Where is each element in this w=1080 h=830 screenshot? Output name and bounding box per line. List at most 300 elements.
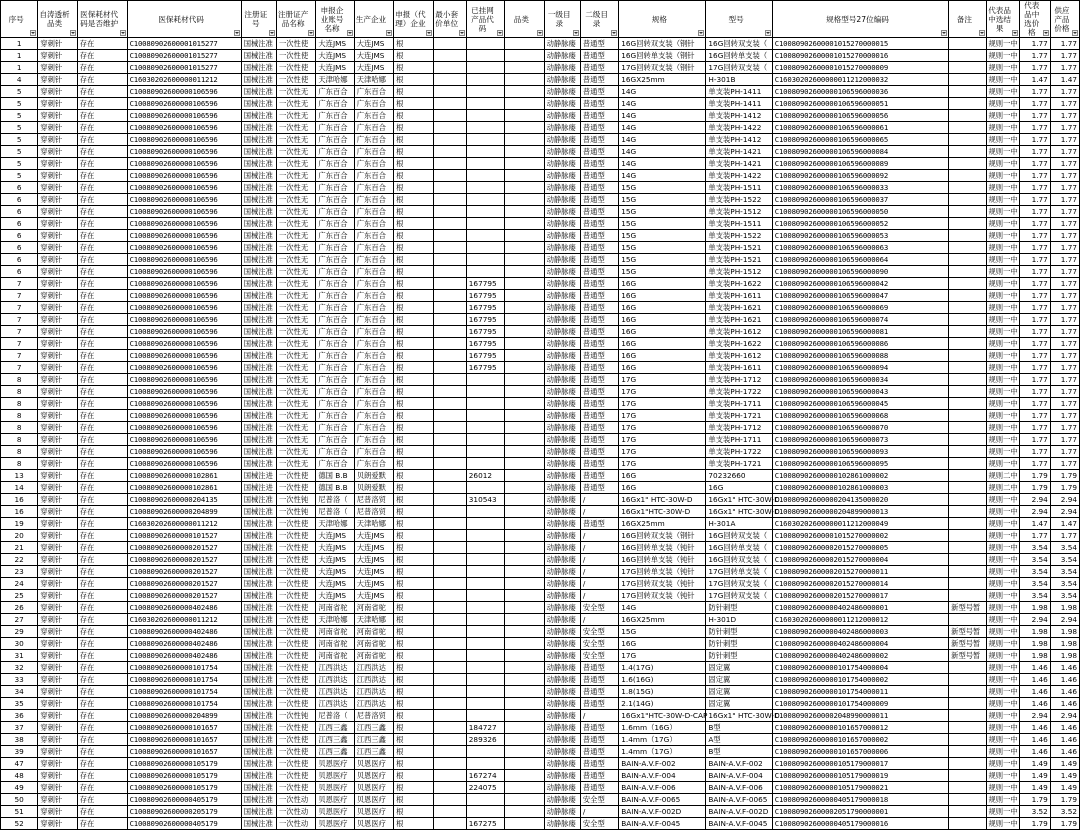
- table-cell[interactable]: 普通型: [580, 194, 618, 206]
- table-cell[interactable]: 规则一中: [986, 410, 1019, 422]
- table-cell[interactable]: 根: [394, 146, 433, 158]
- table-cell[interactable]: B型: [706, 746, 772, 758]
- table-cell[interactable]: 动静脉瘘: [544, 86, 580, 98]
- table-cell[interactable]: 一次性钝: [276, 494, 315, 506]
- table-cell[interactable]: C10080902600000106596000084: [772, 146, 948, 158]
- table-cell[interactable]: [505, 806, 544, 818]
- table-cell[interactable]: 17G: [619, 410, 706, 422]
- table-cell[interactable]: [433, 338, 466, 350]
- table-cell[interactable]: [466, 146, 504, 158]
- table-cell[interactable]: 1.77: [1019, 170, 1050, 182]
- table-cell[interactable]: C10080902600000106596000068: [772, 410, 948, 422]
- table-cell[interactable]: 普通型: [580, 218, 618, 230]
- table-cell[interactable]: 动静脉瘘: [544, 638, 580, 650]
- table-cell[interactable]: [505, 722, 544, 734]
- table-cell[interactable]: 规则一中: [986, 338, 1019, 350]
- table-cell[interactable]: 存在: [77, 50, 127, 62]
- table-cell[interactable]: [466, 434, 504, 446]
- table-cell[interactable]: 根: [394, 230, 433, 242]
- table-cell[interactable]: [466, 194, 504, 206]
- table-cell[interactable]: [949, 818, 986, 830]
- table-cell[interactable]: 根: [394, 182, 433, 194]
- table-cell[interactable]: 1.77: [1050, 422, 1079, 434]
- table-cell[interactable]: [505, 458, 544, 470]
- table-cell[interactable]: 一次性无: [276, 446, 315, 458]
- table-cell[interactable]: [466, 110, 504, 122]
- table-cell[interactable]: [433, 146, 466, 158]
- table-cell[interactable]: 一次性使: [276, 62, 315, 74]
- table-cell[interactable]: [433, 746, 466, 758]
- table-cell[interactable]: 穿刺针: [38, 266, 77, 278]
- table-cell[interactable]: [433, 206, 466, 218]
- table-cell[interactable]: 普通型: [580, 422, 618, 434]
- table-cell[interactable]: 3.54: [1050, 554, 1079, 566]
- table-cell[interactable]: 17G: [619, 398, 706, 410]
- table-cell[interactable]: 穿刺针: [38, 182, 77, 194]
- table-cell[interactable]: [433, 626, 466, 638]
- table-cell[interactable]: 17G回转双支装（钢针: [619, 62, 706, 74]
- table-cell[interactable]: 穿刺针: [38, 614, 77, 626]
- table-cell[interactable]: 根: [394, 722, 433, 734]
- table-cell[interactable]: [433, 170, 466, 182]
- table-cell[interactable]: 国械注准: [241, 122, 276, 134]
- table-cell[interactable]: 单支装PH-1721: [706, 458, 772, 470]
- table-cell[interactable]: C10080902600000106596000037: [772, 194, 948, 206]
- table-cell[interactable]: [505, 134, 544, 146]
- table-cell[interactable]: 根: [394, 542, 433, 554]
- table-cell[interactable]: 穿刺针: [38, 62, 77, 74]
- table-cell[interactable]: 广东百合: [316, 350, 354, 362]
- table-cell[interactable]: 一次性无: [276, 230, 315, 242]
- table-cell[interactable]: 存在: [77, 290, 127, 302]
- table-cell[interactable]: 1.77: [1050, 314, 1079, 326]
- table-cell[interactable]: C10080902600000402486000002: [772, 650, 948, 662]
- table-cell[interactable]: 国械注准: [241, 314, 276, 326]
- table-cell[interactable]: 14G: [619, 110, 706, 122]
- table-cell[interactable]: 国械注准: [241, 242, 276, 254]
- table-cell[interactable]: 贝恩医疗: [316, 794, 354, 806]
- table-cell[interactable]: 1.77: [1019, 290, 1050, 302]
- table-cell[interactable]: 规则一中: [986, 110, 1019, 122]
- table-cell[interactable]: 动静脉瘘: [544, 770, 580, 782]
- table-cell[interactable]: 贝恩医疗: [354, 794, 393, 806]
- table-cell[interactable]: 16GX25mm: [619, 74, 706, 86]
- table-cell[interactable]: [433, 446, 466, 458]
- table-cell[interactable]: 动静脉瘘: [544, 506, 580, 518]
- table-cell[interactable]: 17G回转单支装（钝针: [619, 566, 706, 578]
- table-cell[interactable]: 广东百合: [316, 266, 354, 278]
- table-cell[interactable]: [433, 686, 466, 698]
- table-cell[interactable]: C10080902600002015270000017: [772, 590, 948, 602]
- table-cell[interactable]: [433, 518, 466, 530]
- table-cell[interactable]: 根: [394, 266, 433, 278]
- table-cell[interactable]: [466, 698, 504, 710]
- table-cell[interactable]: 广东百合: [354, 422, 393, 434]
- table-cell[interactable]: 16Gx1"HTC-30W-D: [619, 506, 706, 518]
- table-cell[interactable]: 7: [1, 338, 38, 350]
- table-cell[interactable]: 规则一中: [986, 662, 1019, 674]
- table-cell[interactable]: 普通型: [580, 398, 618, 410]
- table-cell[interactable]: 单支装PH-1521: [706, 242, 772, 254]
- table-cell[interactable]: 1.77: [1050, 386, 1079, 398]
- table-cell[interactable]: [466, 746, 504, 758]
- table-cell[interactable]: 单支装PH-1521: [706, 254, 772, 266]
- table-cell[interactable]: 单支装PH-1511: [706, 218, 772, 230]
- table-cell[interactable]: 167795: [466, 326, 504, 338]
- table-cell[interactable]: C10080902600000106596: [127, 206, 241, 218]
- table-cell[interactable]: 广东百合: [316, 218, 354, 230]
- table-cell[interactable]: [505, 206, 544, 218]
- table-cell[interactable]: 普通型: [580, 350, 618, 362]
- table-cell[interactable]: 动静脉瘘: [544, 182, 580, 194]
- filter-dropdown-icon[interactable]: [269, 30, 275, 36]
- table-cell[interactable]: 23: [1, 566, 38, 578]
- table-cell[interactable]: 一次性无: [276, 314, 315, 326]
- table-cell[interactable]: C10080902600000106596000065: [772, 134, 948, 146]
- table-cell[interactable]: 存在: [77, 686, 127, 698]
- table-cell[interactable]: 河南省驼: [354, 626, 393, 638]
- table-cell[interactable]: 规则一中: [986, 434, 1019, 446]
- table-cell[interactable]: 6: [1, 206, 38, 218]
- table-cell[interactable]: 16G回转单支装（钝针: [619, 554, 706, 566]
- table-cell[interactable]: 普通型: [580, 734, 618, 746]
- column-header[interactable]: [619, 1, 706, 38]
- table-cell[interactable]: 1.77: [1019, 146, 1050, 158]
- table-cell[interactable]: 一次性无: [276, 350, 315, 362]
- table-cell[interactable]: [949, 482, 986, 494]
- table-cell[interactable]: 动静脉瘘: [544, 794, 580, 806]
- table-cell[interactable]: 国械注准: [241, 794, 276, 806]
- table-cell[interactable]: 规则一中: [986, 362, 1019, 374]
- table-cell[interactable]: 根: [394, 422, 433, 434]
- table-cell[interactable]: 大连JMS: [354, 542, 393, 554]
- table-cell[interactable]: 国械注准: [241, 758, 276, 770]
- table-cell[interactable]: 国械注准: [241, 302, 276, 314]
- table-cell[interactable]: H-301B: [706, 74, 772, 86]
- table-cell[interactable]: C10080902600000106596000064: [772, 254, 948, 266]
- table-cell[interactable]: [949, 794, 986, 806]
- table-cell[interactable]: [949, 710, 986, 722]
- table-cell[interactable]: 国械注准: [241, 86, 276, 98]
- table-cell[interactable]: 规则一中: [986, 62, 1019, 74]
- table-cell[interactable]: 1.77: [1019, 194, 1050, 206]
- table-cell[interactable]: C10080902600000102861: [127, 470, 241, 482]
- table-cell[interactable]: 穿刺针: [38, 374, 77, 386]
- table-cell[interactable]: [433, 758, 466, 770]
- table-cell[interactable]: 普通型: [580, 662, 618, 674]
- table-cell[interactable]: 29: [1, 626, 38, 638]
- table-cell[interactable]: 1.77: [1050, 206, 1079, 218]
- table-cell[interactable]: [949, 110, 986, 122]
- table-cell[interactable]: [949, 98, 986, 110]
- table-cell[interactable]: 广东百合: [354, 398, 393, 410]
- table-cell[interactable]: [466, 254, 504, 266]
- table-cell[interactable]: 穿刺针: [38, 638, 77, 650]
- table-cell[interactable]: 存在: [77, 662, 127, 674]
- table-cell[interactable]: 33: [1, 674, 38, 686]
- filter-dropdown-icon[interactable]: [30, 30, 36, 36]
- table-cell[interactable]: 22: [1, 554, 38, 566]
- table-cell[interactable]: 动静脉瘘: [544, 782, 580, 794]
- table-cell[interactable]: 16G: [619, 482, 706, 494]
- table-cell[interactable]: C10080902600000106596000053: [772, 230, 948, 242]
- table-cell[interactable]: [433, 590, 466, 602]
- table-cell[interactable]: [949, 746, 986, 758]
- table-cell[interactable]: 国械注准: [241, 602, 276, 614]
- table-cell[interactable]: 普通型: [580, 770, 618, 782]
- table-cell[interactable]: 2.94: [1019, 614, 1050, 626]
- table-cell[interactable]: 1.77: [1050, 146, 1079, 158]
- table-cell[interactable]: 国械注准: [241, 770, 276, 782]
- table-cell[interactable]: [505, 626, 544, 638]
- table-cell[interactable]: [949, 218, 986, 230]
- table-cell[interactable]: [949, 758, 986, 770]
- table-cell[interactable]: 国械注准: [241, 110, 276, 122]
- table-cell[interactable]: 穿刺针: [38, 782, 77, 794]
- table-cell[interactable]: 贝朗爱默: [354, 470, 393, 482]
- table-cell[interactable]: C10080902600000102861000003: [772, 482, 948, 494]
- table-cell[interactable]: 穿刺针: [38, 722, 77, 734]
- table-cell[interactable]: 存在: [77, 650, 127, 662]
- table-cell[interactable]: 1.98: [1050, 626, 1079, 638]
- table-cell[interactable]: 普通型: [580, 518, 618, 530]
- table-cell[interactable]: 存在: [77, 326, 127, 338]
- table-cell[interactable]: [433, 818, 466, 830]
- table-cell[interactable]: [466, 182, 504, 194]
- table-cell[interactable]: 广东百合: [354, 218, 393, 230]
- table-cell[interactable]: 1.8(15G): [619, 686, 706, 698]
- table-cell[interactable]: 16G: [619, 278, 706, 290]
- table-cell[interactable]: C10080902600000204899: [127, 506, 241, 518]
- table-cell[interactable]: [949, 254, 986, 266]
- table-cell[interactable]: 16G回转单支装（钢针: [619, 50, 706, 62]
- table-cell[interactable]: C10080902600000106596: [127, 218, 241, 230]
- table-cell[interactable]: [433, 566, 466, 578]
- table-cell[interactable]: 根: [394, 782, 433, 794]
- table-cell[interactable]: [505, 146, 544, 158]
- table-cell[interactable]: 德国 B.B: [316, 470, 354, 482]
- table-cell[interactable]: 17G回转双支装（: [706, 590, 772, 602]
- table-cell[interactable]: 规则一中: [986, 146, 1019, 158]
- table-cell[interactable]: 1.77: [1019, 398, 1050, 410]
- table-cell[interactable]: 国械注准: [241, 422, 276, 434]
- table-cell[interactable]: [505, 566, 544, 578]
- table-cell[interactable]: 穿刺针: [38, 674, 77, 686]
- table-cell[interactable]: 14G: [619, 98, 706, 110]
- table-cell[interactable]: 穿刺针: [38, 806, 77, 818]
- table-cell[interactable]: 1.46: [1050, 686, 1079, 698]
- table-cell[interactable]: C10080902600000106596: [127, 350, 241, 362]
- table-cell[interactable]: [505, 362, 544, 374]
- table-cell[interactable]: 穿刺针: [38, 662, 77, 674]
- table-cell[interactable]: 6: [1, 230, 38, 242]
- table-cell[interactable]: [505, 602, 544, 614]
- table-cell[interactable]: 规则一中: [986, 746, 1019, 758]
- table-cell[interactable]: 动静脉瘘: [544, 806, 580, 818]
- table-cell[interactable]: 16G: [619, 314, 706, 326]
- table-cell[interactable]: 存在: [77, 674, 127, 686]
- table-cell[interactable]: 规则一中: [986, 158, 1019, 170]
- table-cell[interactable]: [466, 710, 504, 722]
- table-cell[interactable]: C10080902600002015270000004: [772, 554, 948, 566]
- table-cell[interactable]: C10080902600000101754000004: [772, 662, 948, 674]
- table-cell[interactable]: 根: [394, 338, 433, 350]
- table-cell[interactable]: 1.77: [1050, 122, 1079, 134]
- table-cell[interactable]: 1.79: [1019, 482, 1050, 494]
- table-cell[interactable]: 根: [394, 386, 433, 398]
- table-cell[interactable]: 国械注进: [241, 470, 276, 482]
- table-cell[interactable]: C10080902600000204899: [127, 710, 241, 722]
- table-cell[interactable]: [505, 350, 544, 362]
- table-cell[interactable]: [949, 158, 986, 170]
- table-cell[interactable]: 单支装PH-1522: [706, 194, 772, 206]
- table-cell[interactable]: 根: [394, 86, 433, 98]
- table-cell[interactable]: 根: [394, 110, 433, 122]
- table-cell[interactable]: 规则一中: [986, 38, 1019, 50]
- table-cell[interactable]: 2.94: [1050, 494, 1079, 506]
- table-cell[interactable]: 1.77: [1019, 350, 1050, 362]
- column-header[interactable]: [316, 1, 354, 38]
- table-cell[interactable]: 国械注进: [241, 482, 276, 494]
- table-cell[interactable]: [433, 470, 466, 482]
- table-cell[interactable]: [949, 770, 986, 782]
- table-cell[interactable]: 单支装PH-1721: [706, 410, 772, 422]
- filter-dropdown-icon[interactable]: [308, 30, 314, 36]
- table-cell[interactable]: C10080902600000106596000081: [772, 326, 948, 338]
- table-cell[interactable]: 大连JMS: [354, 62, 393, 74]
- column-header[interactable]: [706, 1, 772, 38]
- table-cell[interactable]: 大连JMS: [316, 542, 354, 554]
- table-cell[interactable]: 根: [394, 638, 433, 650]
- table-cell[interactable]: 穿刺针: [38, 38, 77, 50]
- table-cell[interactable]: [949, 410, 986, 422]
- table-cell[interactable]: 安全型: [580, 818, 618, 830]
- table-cell[interactable]: 167274: [466, 770, 504, 782]
- table-cell[interactable]: 1.77: [1050, 194, 1079, 206]
- table-cell[interactable]: 8: [1, 386, 38, 398]
- table-cell[interactable]: 规则一中: [986, 98, 1019, 110]
- table-cell[interactable]: 根: [394, 290, 433, 302]
- table-cell[interactable]: 一次性使: [276, 590, 315, 602]
- table-cell[interactable]: 根: [394, 434, 433, 446]
- table-cell[interactable]: 1.77: [1019, 362, 1050, 374]
- column-header[interactable]: [986, 1, 1019, 38]
- table-cell[interactable]: 天津哈娜: [354, 614, 393, 626]
- table-cell[interactable]: 单支装PH-1612: [706, 350, 772, 362]
- table-cell[interactable]: 规则一中: [986, 446, 1019, 458]
- table-cell[interactable]: 规则一中: [986, 74, 1019, 86]
- table-cell[interactable]: 普通型: [580, 482, 618, 494]
- table-cell[interactable]: 单支装PH-1522: [706, 230, 772, 242]
- table-cell[interactable]: C10080902600000106596000034: [772, 374, 948, 386]
- table-cell[interactable]: BAIN-A.V.F-004: [619, 770, 706, 782]
- table-cell[interactable]: 1.77: [1019, 326, 1050, 338]
- table-cell[interactable]: [949, 86, 986, 98]
- table-cell[interactable]: 规则一中: [986, 782, 1019, 794]
- filter-dropdown-icon[interactable]: [1012, 30, 1018, 36]
- table-cell[interactable]: 16GX25mm: [619, 614, 706, 626]
- table-cell[interactable]: 广东百合: [354, 314, 393, 326]
- table-cell[interactable]: [466, 218, 504, 230]
- table-cell[interactable]: 国械注准: [241, 386, 276, 398]
- table-cell[interactable]: 穿刺针: [38, 314, 77, 326]
- table-cell[interactable]: 国械注准: [241, 170, 276, 182]
- table-cell[interactable]: 动静脉瘘: [544, 110, 580, 122]
- table-cell[interactable]: 广东百合: [316, 242, 354, 254]
- table-cell[interactable]: 动静脉瘘: [544, 410, 580, 422]
- table-cell[interactable]: 广东百合: [316, 362, 354, 374]
- table-cell[interactable]: 一次性无: [276, 278, 315, 290]
- table-cell[interactable]: 1.77: [1050, 350, 1079, 362]
- table-cell[interactable]: [433, 218, 466, 230]
- table-cell[interactable]: 1.49: [1019, 758, 1050, 770]
- table-cell[interactable]: 广东百合: [316, 278, 354, 290]
- table-cell[interactable]: 穿刺针: [38, 446, 77, 458]
- table-cell[interactable]: 一次性使: [276, 530, 315, 542]
- table-cell[interactable]: 大连JMS: [316, 530, 354, 542]
- table-cell[interactable]: C10080902600001015270000016: [772, 50, 948, 62]
- table-cell[interactable]: 穿刺针: [38, 770, 77, 782]
- table-cell[interactable]: 尼普洛（: [316, 506, 354, 518]
- table-cell[interactable]: C10080902600000402486: [127, 626, 241, 638]
- table-cell[interactable]: 16G: [619, 350, 706, 362]
- table-cell[interactable]: 16G: [619, 470, 706, 482]
- table-cell[interactable]: 固定翼: [706, 674, 772, 686]
- table-cell[interactable]: [433, 614, 466, 626]
- filter-dropdown-icon[interactable]: [1072, 30, 1078, 36]
- table-cell[interactable]: [949, 38, 986, 50]
- table-cell[interactable]: 天津哈娜: [316, 614, 354, 626]
- table-cell[interactable]: 普通型: [580, 38, 618, 50]
- table-cell[interactable]: 大连JMS: [354, 554, 393, 566]
- table-cell[interactable]: 根: [394, 590, 433, 602]
- table-cell[interactable]: 国械注准: [241, 254, 276, 266]
- table-cell[interactable]: C10080902600000106596000042: [772, 278, 948, 290]
- table-cell[interactable]: 动静脉瘘: [544, 518, 580, 530]
- column-header[interactable]: [466, 1, 504, 38]
- table-cell[interactable]: 26012: [466, 470, 504, 482]
- table-cell[interactable]: 国械注准: [241, 74, 276, 86]
- table-cell[interactable]: C10080902600000106596000052: [772, 218, 948, 230]
- table-cell[interactable]: 穿刺针: [38, 686, 77, 698]
- table-cell[interactable]: /: [580, 554, 618, 566]
- table-cell[interactable]: 河南省驼: [354, 650, 393, 662]
- table-cell[interactable]: 国械注准: [241, 218, 276, 230]
- table-cell[interactable]: 1: [1, 38, 38, 50]
- table-cell[interactable]: 国械注准: [241, 614, 276, 626]
- table-cell[interactable]: 规则一中: [986, 398, 1019, 410]
- table-cell[interactable]: 穿刺针: [38, 626, 77, 638]
- table-cell[interactable]: 广东百合: [354, 266, 393, 278]
- table-cell[interactable]: 规则一中: [986, 794, 1019, 806]
- table-cell[interactable]: 5: [1, 134, 38, 146]
- table-cell[interactable]: 穿刺针: [38, 230, 77, 242]
- table-cell[interactable]: 穿刺针: [38, 530, 77, 542]
- table-cell[interactable]: C10080902600000106596000047: [772, 290, 948, 302]
- table-cell[interactable]: 1.77: [1050, 86, 1079, 98]
- table-cell[interactable]: 穿刺针: [38, 494, 77, 506]
- table-cell[interactable]: 国械注准: [241, 434, 276, 446]
- table-cell[interactable]: 江西洪达: [316, 662, 354, 674]
- table-cell[interactable]: 16G回转单支装（钝针: [619, 542, 706, 554]
- table-cell[interactable]: 1.77: [1050, 62, 1079, 74]
- table-cell[interactable]: 16G回转双支装（: [706, 554, 772, 566]
- table-cell[interactable]: 17G回转双支装（: [706, 578, 772, 590]
- table-cell[interactable]: 规则一中: [986, 578, 1019, 590]
- table-cell[interactable]: 动静脉瘘: [544, 266, 580, 278]
- table-cell[interactable]: 动静脉瘘: [544, 578, 580, 590]
- table-cell[interactable]: 普通型: [580, 446, 618, 458]
